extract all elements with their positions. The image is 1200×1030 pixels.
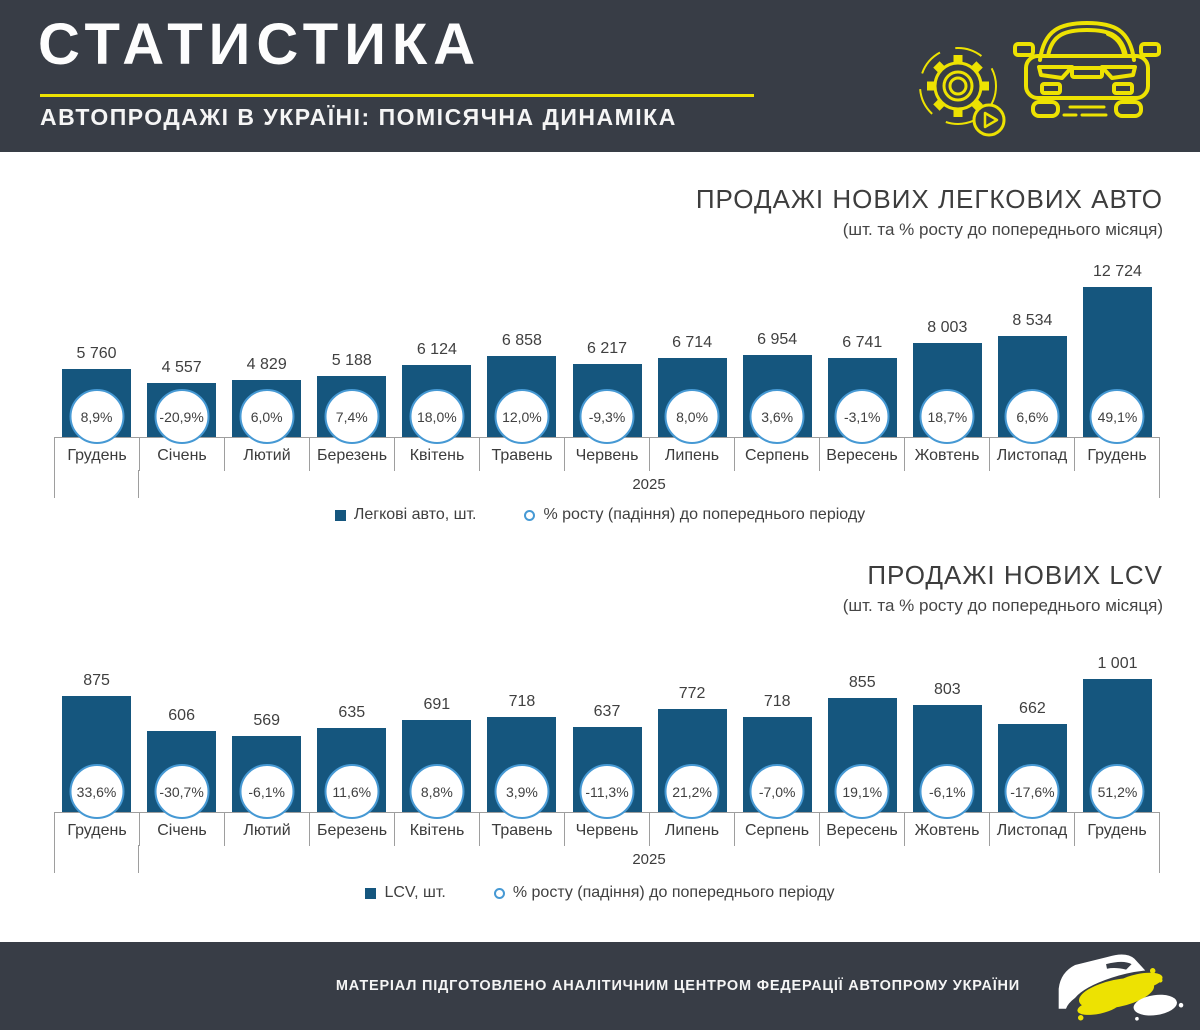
- month-label: Листопад: [990, 813, 1075, 846]
- bar-series-marker-icon: [365, 888, 376, 899]
- growth-percent-circle: -11,3%: [580, 764, 635, 819]
- chart1-legend: [0, 506, 1200, 524]
- growth-percent-circle: 12,0%: [494, 389, 549, 444]
- header-banner: [0, 0, 1200, 152]
- title-underline: [40, 94, 754, 97]
- bar-column: [139, 707, 224, 812]
- bar-column: [564, 340, 649, 437]
- growth-percent-circle: 49,1%: [1090, 389, 1145, 444]
- chart2-legend-item-growth: [494, 884, 835, 902]
- month-label: Липень: [650, 813, 735, 846]
- bar-column: [990, 312, 1075, 437]
- bar-column: [905, 681, 990, 812]
- growth-percent-circle: -6,1%: [920, 764, 975, 819]
- chart1-plot-area: [54, 253, 1160, 437]
- growth-percent-circle: -20,9%: [154, 389, 209, 444]
- month-label: Жовтень: [905, 438, 990, 471]
- chart2-title: ПРОДАЖІ НОВИХ LCV: [867, 560, 1163, 590]
- bar: [147, 383, 216, 437]
- chart1-year-axis-first-cell: [54, 470, 139, 498]
- bar-value-label: 1 001: [1097, 655, 1138, 672]
- bar-column: [394, 341, 479, 437]
- bar: [743, 355, 812, 437]
- chart2-year-label: 2025: [139, 845, 1160, 873]
- bar-column: [1075, 263, 1160, 437]
- bar-column: [735, 693, 820, 812]
- bar: [828, 358, 897, 437]
- bar-column: [394, 696, 479, 812]
- month-label: Серпень: [735, 438, 820, 471]
- bar-column: [479, 693, 564, 812]
- bar: [1083, 287, 1152, 437]
- bar-value-label: 6 217: [586, 340, 628, 357]
- month-label: Серпень: [735, 813, 820, 846]
- bar-column: [650, 685, 735, 812]
- bar-value-label: 718: [508, 693, 536, 710]
- month-label: Вересень: [820, 438, 905, 471]
- bar: [232, 736, 301, 812]
- bar-value-label: 6 741: [842, 334, 883, 351]
- chart1-subtitle: (шт. та % росту до попереднього місяця): [842, 220, 1163, 239]
- month-label: Грудень: [54, 438, 140, 471]
- bar: [487, 717, 556, 812]
- month-label: Квітень: [395, 813, 480, 846]
- bar-value-label: 6 714: [672, 334, 713, 351]
- bar-value-label: 4 829: [246, 356, 287, 373]
- month-label: Лютий: [225, 438, 310, 471]
- bar-value-label: 4 557: [161, 359, 202, 376]
- chart2-legend-label-growth: % росту (падіння) до попереднього періоду: [512, 884, 835, 901]
- car-front-icon: [1012, 10, 1162, 122]
- bar-column: [650, 334, 735, 437]
- bar-value-label: 569: [253, 712, 281, 729]
- month-label: Червень: [565, 813, 650, 846]
- chart1-legend-label-bars: Легкові авто, шт.: [353, 506, 477, 523]
- growth-percent-circle: 8,9%: [69, 389, 124, 444]
- bar: [573, 727, 642, 812]
- gear-play-icon: [912, 38, 1012, 143]
- bar-value-label: 8 003: [927, 319, 968, 336]
- month-label: Березень: [310, 813, 395, 846]
- bar: [317, 728, 386, 812]
- bar: [658, 709, 727, 812]
- growth-percent-circle: -17,6%: [1005, 764, 1060, 819]
- bar-column: [564, 703, 649, 812]
- bar: [402, 720, 471, 812]
- fau-car-logo-icon: [1042, 945, 1192, 1027]
- chart2-year-axis: [54, 845, 1160, 873]
- growth-percent-circle: 18,0%: [409, 389, 464, 444]
- growth-percent-circle: 7,4%: [324, 389, 379, 444]
- growth-percent-circle: 51,2%: [1090, 764, 1145, 819]
- bar: [998, 336, 1067, 437]
- growth-series-marker-icon: [524, 510, 535, 521]
- bar: [828, 698, 897, 812]
- bar-column: [54, 345, 139, 437]
- growth-percent-circle: 6,0%: [239, 389, 294, 444]
- bar-column: [905, 319, 990, 437]
- chart2-subtitle: (шт. та % росту до попереднього місяця): [842, 596, 1163, 615]
- bar-value-label: 718: [763, 693, 791, 710]
- bar-value-label: 691: [423, 696, 451, 713]
- bar-column: [735, 331, 820, 437]
- bar-column: [54, 672, 139, 812]
- growth-percent-circle: 6,6%: [1005, 389, 1060, 444]
- month-label: Лютий: [225, 813, 310, 846]
- bar: [658, 358, 727, 437]
- bar-column: [1075, 655, 1160, 812]
- bar-column: [820, 674, 905, 812]
- bar-value-label: 6 858: [501, 332, 542, 349]
- bar-value-label: 8 534: [1012, 312, 1053, 329]
- growth-percent-circle: 18,7%: [920, 389, 975, 444]
- bar-column: [224, 356, 309, 437]
- growth-percent-circle: 3,9%: [494, 764, 549, 819]
- bar-value-label: 6 954: [757, 331, 798, 348]
- bar-value-label: 606: [168, 707, 195, 724]
- chart2-year-axis-first-cell: [54, 845, 139, 873]
- month-label: Квітень: [395, 438, 480, 471]
- bar-value-label: 5 760: [76, 345, 117, 362]
- chart2-legend-label-bars: LCV, шт.: [384, 884, 446, 901]
- chart1-title: ПРОДАЖІ НОВИХ ЛЕГКОВИХ АВТО: [695, 184, 1163, 214]
- bar-series-marker-icon: [335, 510, 346, 521]
- growth-percent-circle: 21,2%: [665, 764, 720, 819]
- bar: [998, 724, 1067, 812]
- bar-column: [139, 359, 224, 437]
- growth-percent-circle: 3,6%: [750, 389, 805, 444]
- bar: [1083, 679, 1152, 812]
- bar: [573, 364, 642, 437]
- month-label: Грудень: [54, 813, 140, 846]
- footer-credit-text: МАТЕРІАЛ ПІДГОТОВЛЕНО АНАЛІТИЧНИМ ЦЕНТРОМ ФЕДЕРАЦІЇ АВТОПРОМУ УКРАЇНИ: [335, 978, 1020, 994]
- bar-value-label: 635: [338, 704, 366, 721]
- growth-percent-circle: 19,1%: [835, 764, 890, 819]
- growth-series-marker-icon: [494, 888, 505, 899]
- chart1-header: [696, 184, 1163, 240]
- growth-percent-circle: -9,3%: [580, 389, 635, 444]
- growth-percent-circle: -30,7%: [154, 764, 209, 819]
- bar-value-label: 855: [848, 674, 876, 691]
- chart2-header: [843, 560, 1163, 616]
- bar-column: [309, 352, 394, 437]
- month-label: Березень: [310, 438, 395, 471]
- bar: [232, 380, 301, 437]
- month-label: Травень: [480, 813, 565, 846]
- month-label: Липень: [650, 438, 735, 471]
- chart1-bars: [54, 253, 1160, 437]
- page-subtitle: АВТОПРОДАЖІ В УКРАЇНІ: ПОМІСЯЧНА ДИНАМІКА: [40, 104, 677, 130]
- month-label: Грудень: [1075, 438, 1160, 471]
- growth-percent-circle: -3,1%: [835, 389, 890, 444]
- page-title: СТАТИСТИКА: [38, 12, 482, 77]
- growth-percent-circle: 8,0%: [665, 389, 720, 444]
- chart2-legend-item-bars: [365, 884, 445, 902]
- bar-column: [224, 712, 309, 812]
- bar: [743, 717, 812, 812]
- footer-banner: [0, 942, 1200, 1030]
- chart2-bars: [54, 650, 1160, 812]
- chart1-legend-item-bars: [335, 506, 477, 524]
- growth-percent-circle: 33,6%: [69, 764, 124, 819]
- bar: [62, 696, 131, 812]
- bar-value-label: 662: [1019, 700, 1046, 717]
- bar-value-label: 12 724: [1093, 263, 1142, 280]
- growth-percent-circle: -7,0%: [750, 764, 805, 819]
- chart2-legend: [0, 884, 1200, 902]
- chart1-year-axis: [54, 470, 1160, 498]
- bar-column: [479, 332, 564, 437]
- month-label: Листопад: [990, 438, 1075, 471]
- bar: [487, 356, 556, 437]
- bar-value-label: 875: [83, 672, 110, 689]
- bar: [317, 376, 386, 437]
- month-label: Травень: [480, 438, 565, 471]
- month-label: Вересень: [820, 813, 905, 846]
- growth-percent-circle: -6,1%: [239, 764, 294, 819]
- bar: [62, 369, 131, 437]
- bar-value-label: 772: [678, 685, 706, 702]
- bar-value-label: 6 124: [416, 341, 457, 358]
- chart1-year-label: 2025: [139, 470, 1160, 498]
- month-label: Січень: [140, 438, 225, 471]
- bar: [913, 705, 982, 812]
- bar-column: [309, 704, 394, 812]
- month-label: Грудень: [1075, 813, 1160, 846]
- bar: [913, 343, 982, 437]
- bar: [402, 365, 471, 437]
- bar-value-label: 803: [933, 681, 961, 698]
- chart2-plot-area: [54, 650, 1160, 812]
- month-label: Січень: [140, 813, 225, 846]
- month-label: Жовтень: [905, 813, 990, 846]
- month-label: Червень: [565, 438, 650, 471]
- chart1-legend-label-growth: % росту (падіння) до попереднього періоду: [543, 506, 866, 523]
- bar-value-label: 637: [593, 703, 621, 720]
- bar-column: [990, 700, 1075, 812]
- growth-percent-circle: 8,8%: [409, 764, 464, 819]
- bar: [147, 731, 216, 812]
- bar-column: [820, 334, 905, 437]
- growth-percent-circle: 11,6%: [324, 764, 379, 819]
- chart1-legend-item-growth: [524, 506, 865, 524]
- bar-value-label: 5 188: [331, 352, 372, 369]
